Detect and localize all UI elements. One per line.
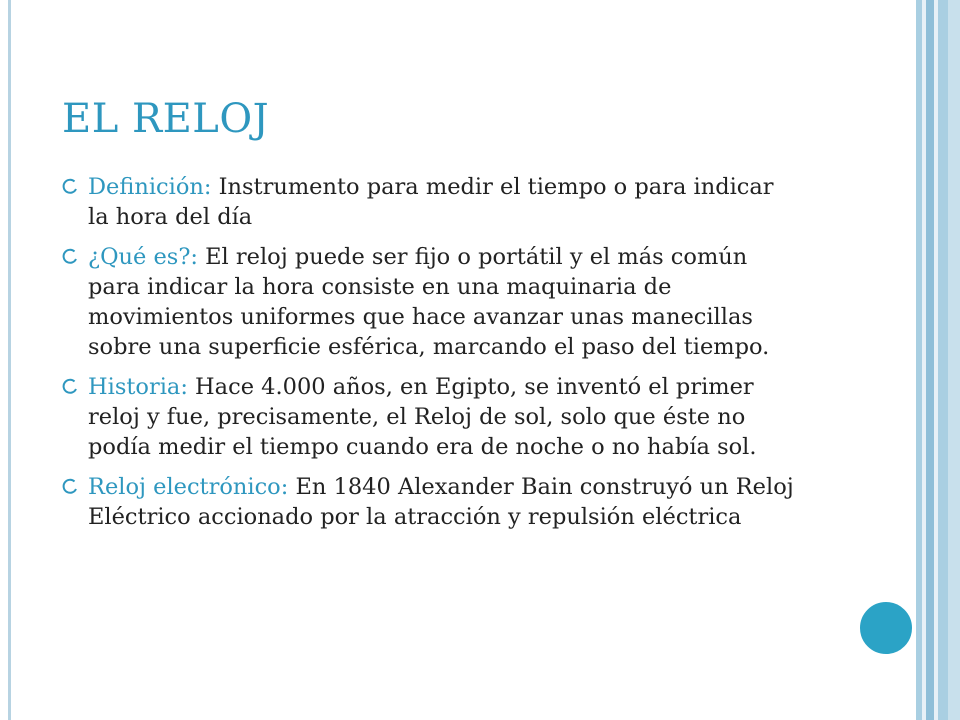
decorative-side-stripes — [916, 0, 960, 720]
bullet-list — [60, 172, 800, 542]
stripe — [926, 0, 934, 720]
bullet-label: Definición: — [88, 174, 212, 200]
bullet-circle-icon — [60, 245, 80, 269]
bullet-circle-icon — [60, 175, 80, 199]
stripe — [948, 0, 960, 720]
stripe — [938, 0, 948, 720]
bullet-circle-icon — [60, 475, 80, 499]
bullet-label: Reloj electrónico: — [88, 474, 289, 500]
bullet-label: ¿Qué es?: — [88, 244, 198, 270]
slide-title: EL RELOJ — [62, 96, 270, 142]
bullet-text: El reloj puede ser fijo o portátil y el más común para indicar la hora consiste en una maquinaria de movimientos uniformes que hace avanzar unas manecillas sobre una superficie esférica, marcando el paso del tiempo. — [88, 244, 770, 360]
bullet-text: En 1840 Alexander Bain construyó un Reloj Eléctrico accionado por la atracción y repulsión eléctrica — [88, 474, 794, 530]
bullet-item — [60, 172, 800, 232]
bullet-circle-icon — [60, 375, 80, 399]
bullet-item — [60, 242, 800, 362]
bullet-text: Hace 4.000 años, en Egipto, se inventó el primer reloj y fue, precisamente, el Reloj de sol, solo que éste no podía medir el tiempo cuando era de noche o no había sol. — [88, 374, 757, 460]
decorative-circle — [857, 599, 915, 657]
bullet-item — [60, 372, 800, 462]
bullet-label: Historia: — [88, 374, 188, 400]
bullet-item — [60, 472, 800, 532]
bullet-text: Instrumento para medir el tiempo o para indicar la hora del día — [88, 174, 774, 230]
